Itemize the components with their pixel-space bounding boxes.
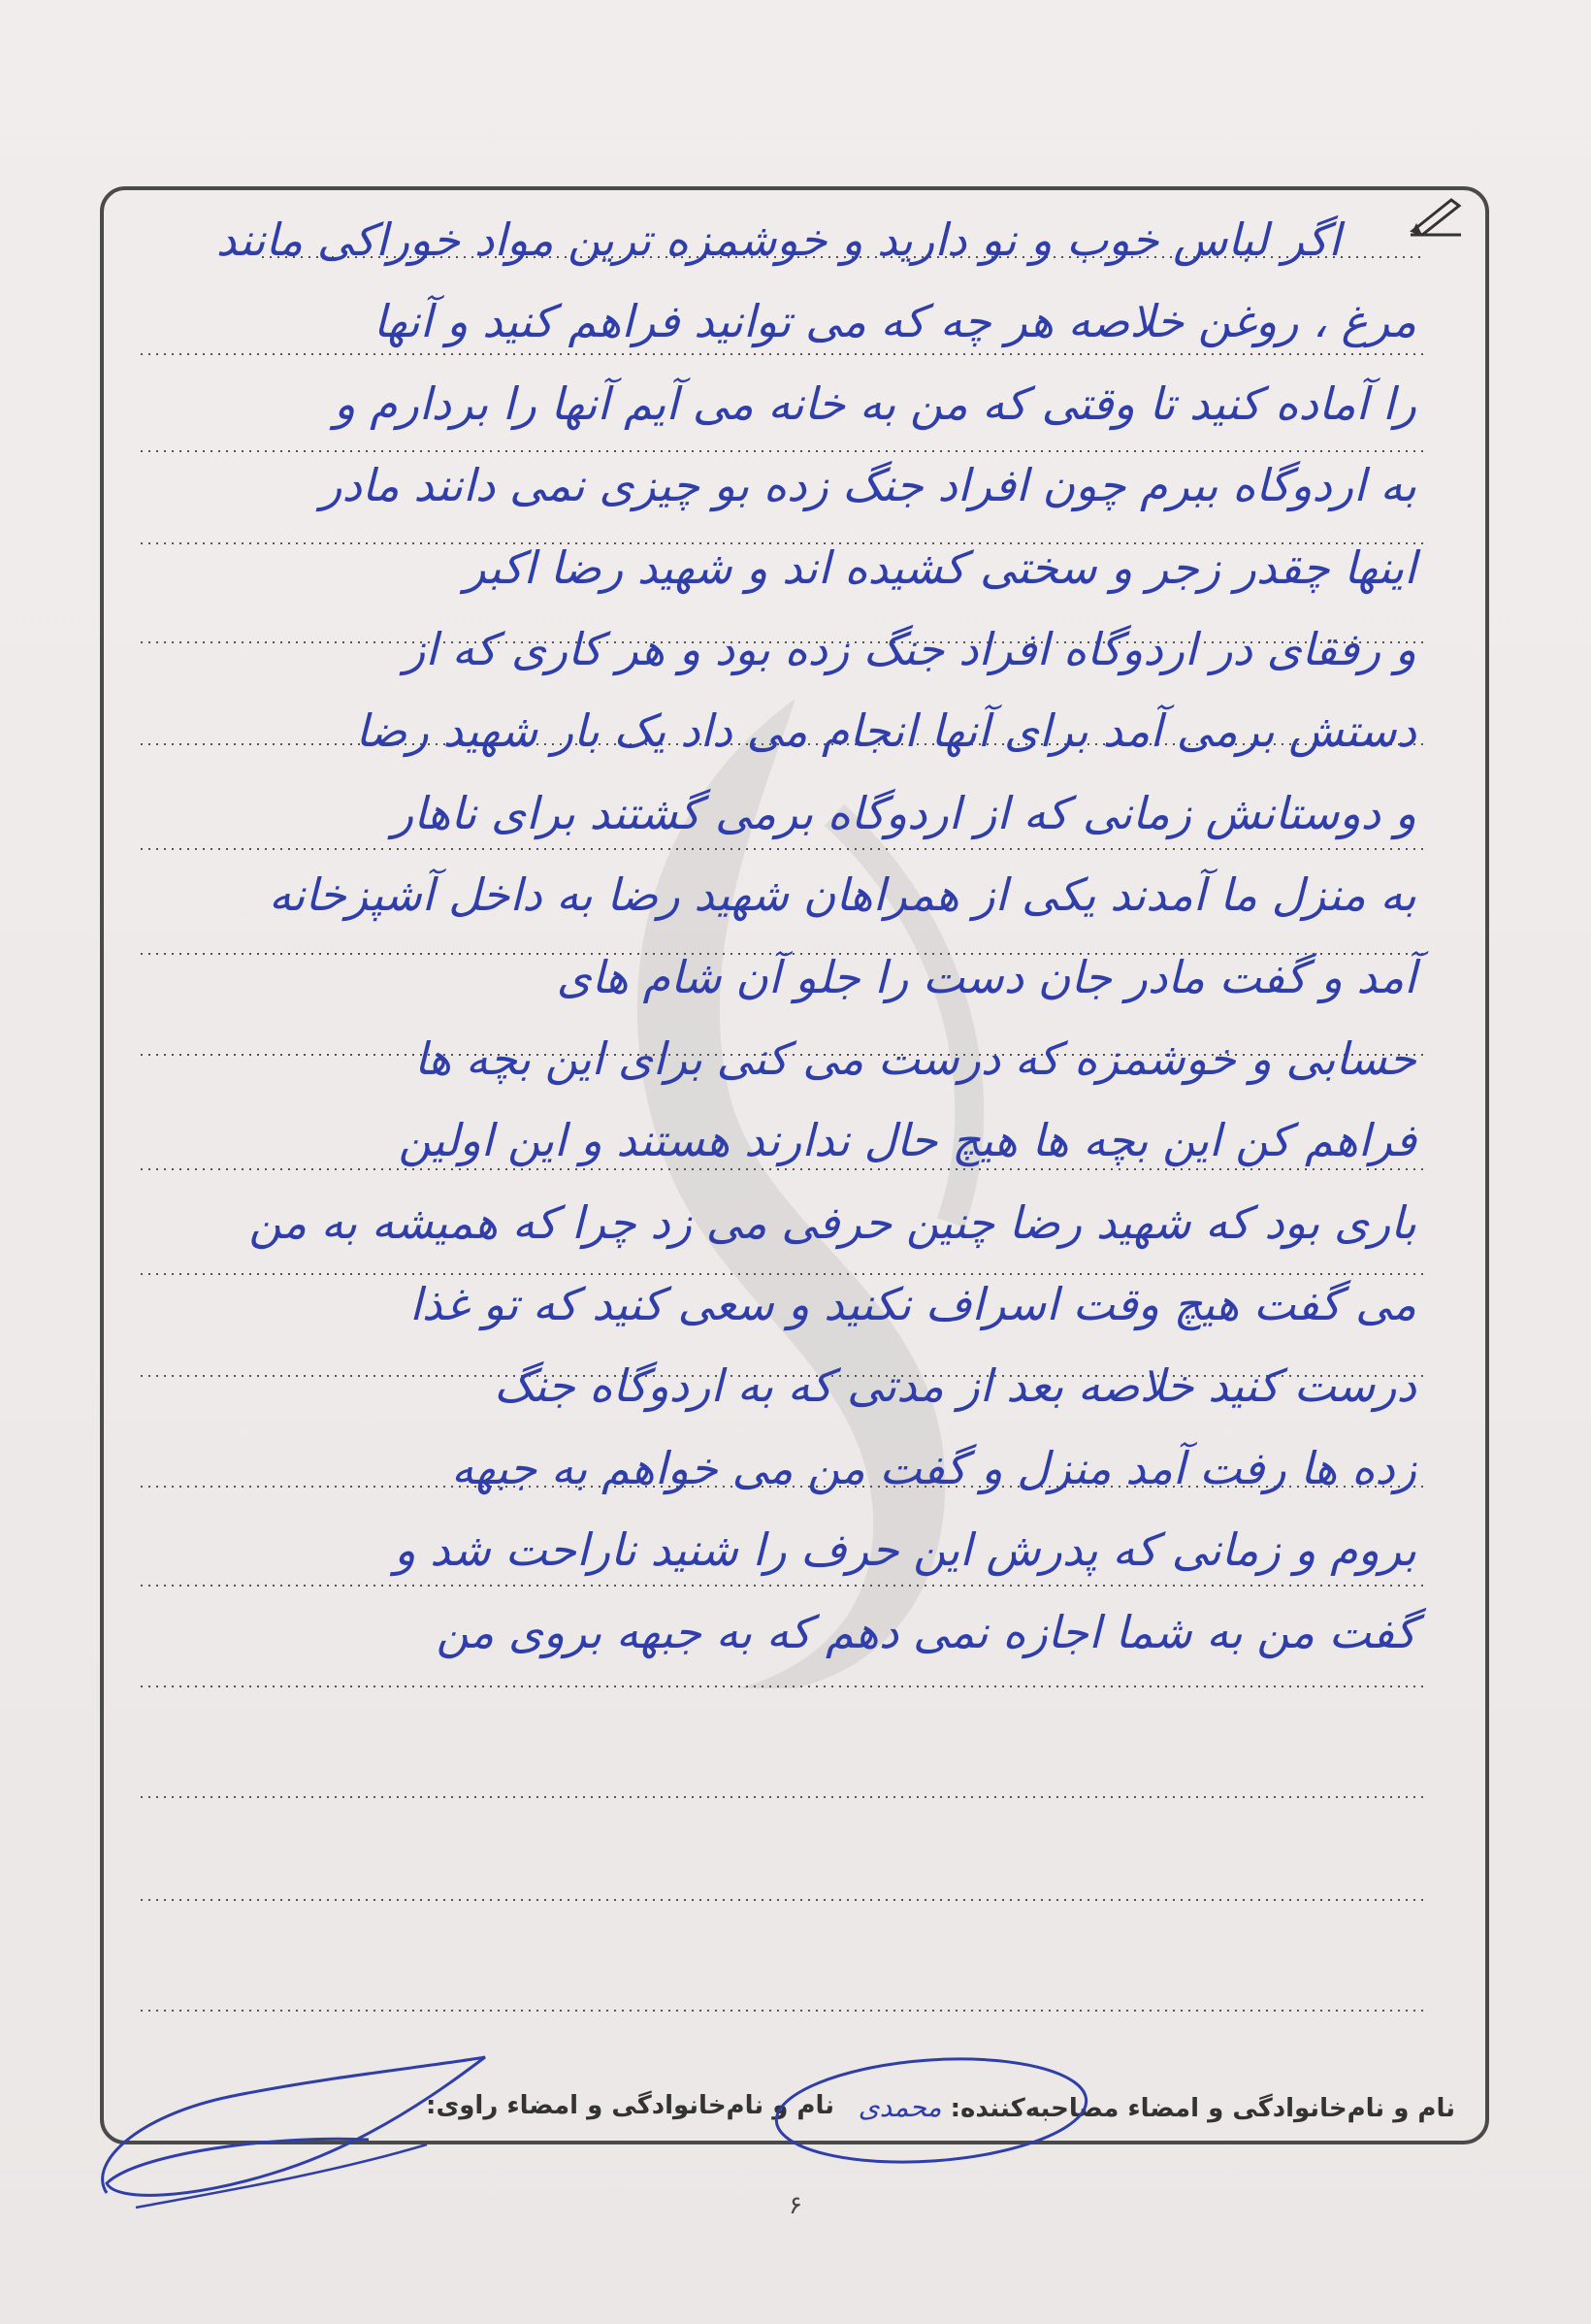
narrator-label: نام و نام‌خانوادگی و امضاء راوی: — [426, 2091, 834, 2120]
interviewer-label: نام و نام‌خانوادگی و امضاء مصاحبه‌کننده: — [950, 2094, 1455, 2123]
text-line: درست کنید خلاصه بعد از مدتی که به اردوگاه جنگ — [494, 1359, 1416, 1413]
page-number: ۶ — [789, 2191, 802, 2220]
text-line: فراهم کن این بچه ها هیچ حال ندارند هستند و این اولین — [398, 1114, 1416, 1167]
text-line: آمد و گفت مادر جان دست را جلو آن شام های — [556, 950, 1416, 1003]
text-line: اگر لباس خوب و نو دارید و خوشمزه ترین مواد خوراکی مانند — [215, 213, 1341, 266]
text-line: را آماده کنید تا وقتی که من به خانه می آیم آنها را بردارم و — [334, 376, 1416, 430]
text-line: بروم و زمانی که پدرش این حرف را شنید ناراحت شد و — [394, 1523, 1416, 1577]
text-line: باری بود که شهید رضا چنین حرفی می زد چرا که همیشه به من — [248, 1195, 1416, 1249]
text-line: و دوستانش زمانی که از اردوگاه برمی گشتند برای ناهار — [392, 786, 1416, 839]
text-line: به اردوگاه ببرم چون افراد جنگ زده بو چیزی نمی دانند مادر — [320, 459, 1416, 512]
interviewer-signature-name: محمدی — [858, 2091, 942, 2123]
text-line: زده ها رفت آمد منزل و گفت من می خواهم به جبهه — [451, 1441, 1416, 1494]
text-line: به منزل ما آمدند یکی از همراهان شهید رضا به داخل آشپزخانه — [269, 868, 1416, 922]
text-line: مرغ ، روغن خلاصه هر چه که می توانید فراهم کنید و آنها — [373, 295, 1416, 348]
handwritten-text-body — [146, 199, 1416, 1673]
text-line: دستش برمی آمد برای آنها انجام می داد یک بار شهید رضا — [355, 704, 1416, 758]
pen-writing-icon — [1409, 194, 1463, 237]
text-line: می گفت هیچ وقت اسراف نکنید و سعی کنید که تو غذا — [409, 1278, 1416, 1331]
text-line: گفت من به شما اجازه نمی دهم که به جبهه بروی من — [436, 1605, 1416, 1658]
text-line: حسابی و خوشمزه که درست می کنی برای این بچه ها — [414, 1031, 1416, 1085]
interviewer-signature-oval — [766, 2047, 1096, 2174]
text-line: و رفقای در اردوگاه افراد جنگ زده بود و هر کاری که از — [404, 622, 1416, 675]
text-line: اینها چقدر زجر و سختی کشیده اند و شهید رضا اکبر — [464, 540, 1416, 594]
